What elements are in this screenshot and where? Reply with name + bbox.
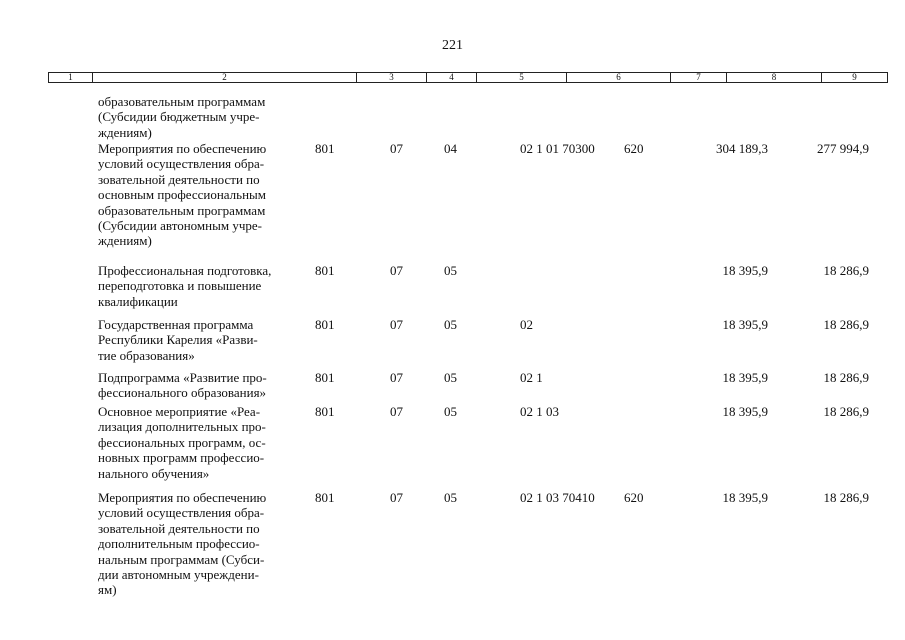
column-header-4: 4 — [427, 73, 477, 82]
cell-col-9: 18 286,9 — [823, 263, 869, 278]
row-name — [98, 94, 313, 140]
cell-col-9: 277 994,9 — [817, 141, 869, 156]
cell-col-5: 05 — [444, 317, 457, 332]
column-header-9: 9 — [852, 72, 857, 82]
row-name-line: Государственная программа — [98, 317, 254, 332]
column-header-2: 2 — [93, 73, 357, 82]
cell-col-3: 801 — [315, 404, 335, 419]
cell-col-8: 18 395,9 — [722, 404, 768, 419]
row-name-line: дополнительным профессио- — [98, 536, 260, 552]
row-name-line: дии автономным учреждени- — [98, 567, 259, 583]
cell-col-6: 02 — [520, 317, 533, 332]
cell-col-5: 04 — [444, 141, 457, 156]
cell-col-8: 18 395,9 — [722, 370, 768, 385]
cell-col-4: 07 — [390, 263, 403, 278]
column-header-5: 5 — [477, 73, 567, 82]
row-name-line: зовательной деятельности по — [98, 171, 260, 187]
cell-col-3: 801 — [315, 141, 335, 156]
cell-col-4: 07 — [390, 490, 403, 505]
row-name-line: Основное мероприятие «Реа- — [98, 404, 261, 419]
cell-col-4: 07 — [390, 141, 403, 156]
column-header-8: 8 — [727, 73, 822, 82]
cell-col-3: 801 — [315, 490, 335, 505]
cell-col-9: 18 286,9 — [823, 370, 869, 385]
row-name-line: фессионального образования» — [98, 385, 267, 401]
cell-col-7: 620 — [624, 141, 644, 156]
cell-col-5: 05 — [444, 370, 457, 385]
row-name-line: квалификации — [98, 293, 178, 309]
row-name — [98, 317, 313, 363]
cell-col-9: 18 286,9 — [823, 404, 869, 419]
cell-col-8: 18 395,9 — [722, 263, 768, 278]
row-name-line: (Субсидии бюджетным учре- — [98, 109, 260, 125]
row-name-line: Мероприятия по обеспечению — [98, 141, 267, 156]
row-name-line: ждениям) — [98, 233, 152, 249]
row-name-line: образовательным программам — [98, 202, 266, 218]
page-number: 221 — [442, 38, 463, 53]
cell-col-6: 02 1 03 70410 — [520, 490, 595, 505]
row-name-line: фессиональных программ, ос- — [98, 434, 266, 450]
cell-col-6: 02 1 — [520, 370, 543, 385]
row-name-line: (Субсидии автономным учре- — [98, 218, 262, 234]
cell-col-5: 05 — [444, 490, 457, 505]
cell-col-7: 620 — [624, 490, 644, 505]
row-name-line: условий осуществления обра- — [98, 156, 265, 172]
row-name-line: Подпрограмма «Развитие про- — [98, 370, 267, 385]
cell-col-5: 05 — [444, 263, 457, 278]
row-name — [98, 370, 313, 401]
column-header-6: 6 — [567, 73, 671, 82]
row-name-line: тие образования» — [98, 347, 195, 363]
row-name — [98, 490, 313, 598]
row-name-line: зовательной деятельности по — [98, 520, 260, 536]
cell-col-5: 05 — [444, 404, 457, 419]
row-name-line: образовательным программам — [98, 94, 266, 109]
cell-col-6: 02 1 01 70300 — [520, 141, 595, 156]
row-name-line: условий осуществления обра- — [98, 505, 265, 521]
cell-col-6: 02 1 03 — [520, 404, 559, 419]
row-name-line: переподготовка и повышение — [98, 278, 262, 294]
cell-col-8: 304 189,3 — [716, 141, 768, 156]
cell-col-3: 801 — [315, 263, 335, 278]
row-name — [98, 263, 313, 309]
column-header-3: 3 — [357, 73, 427, 82]
row-name — [98, 141, 313, 249]
row-name-line: ям) — [98, 582, 117, 598]
row-name-line: Мероприятия по обеспечению — [98, 490, 267, 505]
table-header-row — [48, 72, 888, 83]
row-name-line: ждениям) — [98, 124, 152, 140]
column-header-7: 7 — [671, 73, 727, 82]
column-header-1: 1 — [49, 73, 93, 82]
row-name-line: Республики Карелия «Разви- — [98, 332, 258, 348]
row-name-line: лизация дополнительных про- — [98, 419, 266, 435]
row-name-line: нального обучения» — [98, 465, 210, 481]
cell-col-8: 18 395,9 — [722, 490, 768, 505]
row-name-line: новных программ профессио- — [98, 450, 265, 466]
cell-col-8: 18 395,9 — [722, 317, 768, 332]
cell-col-4: 07 — [390, 317, 403, 332]
cell-col-9: 18 286,9 — [823, 317, 869, 332]
cell-col-9: 18 286,9 — [823, 490, 869, 505]
cell-col-3: 801 — [315, 370, 335, 385]
cell-col-3: 801 — [315, 317, 335, 332]
row-name-line: основным профессиональным — [98, 187, 267, 203]
row-name-line: Профессиональная подготовка, — [98, 263, 272, 278]
row-name — [98, 404, 313, 481]
row-name-line: нальным программам (Субси- — [98, 551, 265, 567]
cell-col-4: 07 — [390, 370, 403, 385]
cell-col-4: 07 — [390, 404, 403, 419]
